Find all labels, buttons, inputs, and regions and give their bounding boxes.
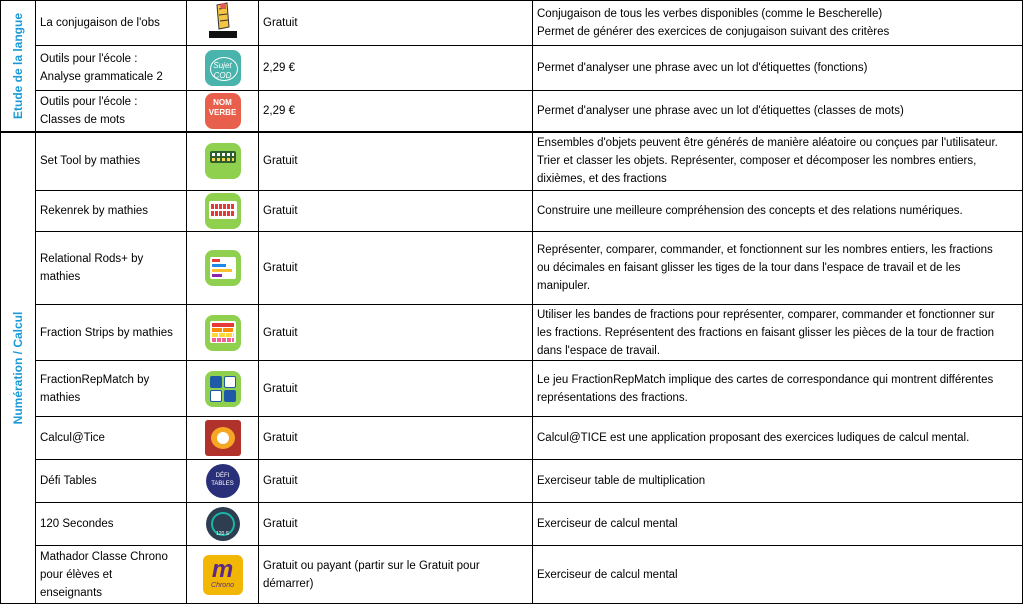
app-price: Gratuit ou payant (partir sur le Gratuit pour [263, 559, 480, 572]
app-name: Outils pour l'école : [40, 53, 138, 65]
defi-tables-icon: DÉFI TABLES [205, 463, 241, 499]
app-name: FractionRepMatch by [40, 373, 150, 386]
category-cell-calcul [1, 132, 36, 604]
app-name: Relational Rods+ by [40, 253, 144, 265]
app-name: Outils pour l'école : [40, 95, 138, 108]
app-description-line: Utiliser les bandes de fractions pour représenter, comparer, commander et fonctionner sur [537, 308, 995, 321]
mathador-icon: m Chrono [203, 555, 243, 595]
app-price: Gratuit [259, 460, 533, 503]
table-row [1, 361, 1023, 417]
table-row [1, 91, 1023, 132]
app-description-line: Le jeu FractionRepMatch implique des cartes de correspondance qui montrent différentes [537, 373, 994, 386]
app-price: Gratuit [259, 305, 533, 361]
app-price: Gratuit [259, 191, 533, 232]
app-description-line: Ensembles d'objets peuvent être générés de manière aléatoire ou conçues par l'utilisateur. [537, 137, 998, 150]
app-price: Gratuit [259, 132, 533, 191]
calcul-tice-icon [205, 420, 241, 456]
app-description: Construire une meilleure compréhension des concepts et des relations numériques. [533, 191, 1023, 232]
app-name: 120 Secondes [36, 503, 187, 546]
app-name: pour élèves et [40, 568, 113, 581]
app-price: Gratuit [259, 232, 533, 305]
app-name: mathies [40, 391, 81, 404]
app-name: Mathador Classe Chrono [40, 550, 168, 563]
table-row [1, 460, 1023, 503]
table-row [1, 546, 1023, 604]
app-price: 2,29 € [259, 46, 533, 91]
rekenrek-icon [205, 193, 241, 229]
app-name: Rekenrek by mathies [36, 191, 187, 232]
category-label: Etude de la langue [11, 12, 25, 119]
app-description-line: ou décimales en faisant glisser les tiges de la tour dans l'espace de travail et de les [537, 262, 961, 274]
app-description-line: les fractions. Représentent des fractions en faisant glisser les pièces de la tour de fraction [537, 326, 995, 339]
set-tool-icon [205, 143, 241, 179]
app-price: Gratuit [259, 361, 533, 417]
table-row [1, 46, 1023, 91]
app-name: Défi Tables [36, 460, 187, 503]
app-name: enseignants [40, 586, 103, 599]
app-name: La conjugaison de l'obs [36, 1, 187, 46]
conjugaison-obs-icon [203, 1, 243, 39]
classes-de-mots-icon: NOM VERBE [205, 93, 241, 129]
app-description: Permet d'analyser une phrase avec un lot d'étiquettes (classes de mots) [533, 91, 1023, 132]
category-cell-langue [1, 1, 36, 132]
app-description: Exerciseur de calcul mental [533, 503, 1023, 546]
app-name: Analyse grammaticale 2 [40, 71, 163, 83]
app-description-line: manipuler. [537, 280, 591, 292]
app-name: Calcul@Tice [36, 417, 187, 460]
app-name: Set Tool by mathies [36, 132, 187, 191]
app-description-line: Permet de générer des exercices de conjugaison suivant des critères [537, 26, 890, 38]
category-label: Numération / Calcul [11, 311, 25, 425]
app-description: Calcul@TICE est une application proposant des exercices ludiques de calcul mental. [533, 417, 1023, 460]
table-row [1, 132, 1023, 191]
table-row [1, 305, 1023, 361]
app-description-line: Trier et classer les objets. Représenter, composer et décomposer les nombres entiers, [537, 155, 977, 168]
app-price: démarrer) [263, 577, 314, 590]
app-price: Gratuit [259, 417, 533, 460]
table-row [1, 417, 1023, 460]
table-row [1, 503, 1023, 546]
table-row [1, 191, 1023, 232]
app-description-line: Conjugaison de tous les verbes disponibles (comme le Bescherelle) [537, 8, 883, 20]
app-price: Gratuit [259, 1, 533, 46]
analyse-grammaticale-icon: Sujet COD [205, 50, 241, 86]
table-row [1, 232, 1023, 305]
app-description: Exerciseur de calcul mental [533, 546, 1023, 604]
relational-rods-icon [205, 250, 241, 286]
app-description-line: dixièmes, et des fractions [537, 173, 667, 186]
app-name: Classes de mots [40, 113, 126, 126]
app-description-line: dans l'espace de travail. [537, 344, 661, 357]
120-secondes-icon: 120 S [205, 506, 241, 542]
app-name: mathies [40, 271, 81, 283]
app-name: Fraction Strips by mathies [36, 305, 187, 361]
fractionrepmatch-icon [205, 371, 241, 407]
app-description: Permet d'analyser une phrase avec un lot d'étiquettes (fonctions) [533, 46, 1023, 91]
table-row [1, 1, 1023, 46]
app-description-line: Représenter, comparer, commander, et fonctionnent sur les nombres entiers, les fractions [537, 244, 993, 256]
app-description: Exerciseur table de multiplication [533, 460, 1023, 503]
app-price: 2,29 € [259, 91, 533, 132]
fraction-strips-icon [205, 315, 241, 351]
app-price: Gratuit [259, 503, 533, 546]
app-description-line: représentations des fractions. [537, 391, 688, 404]
